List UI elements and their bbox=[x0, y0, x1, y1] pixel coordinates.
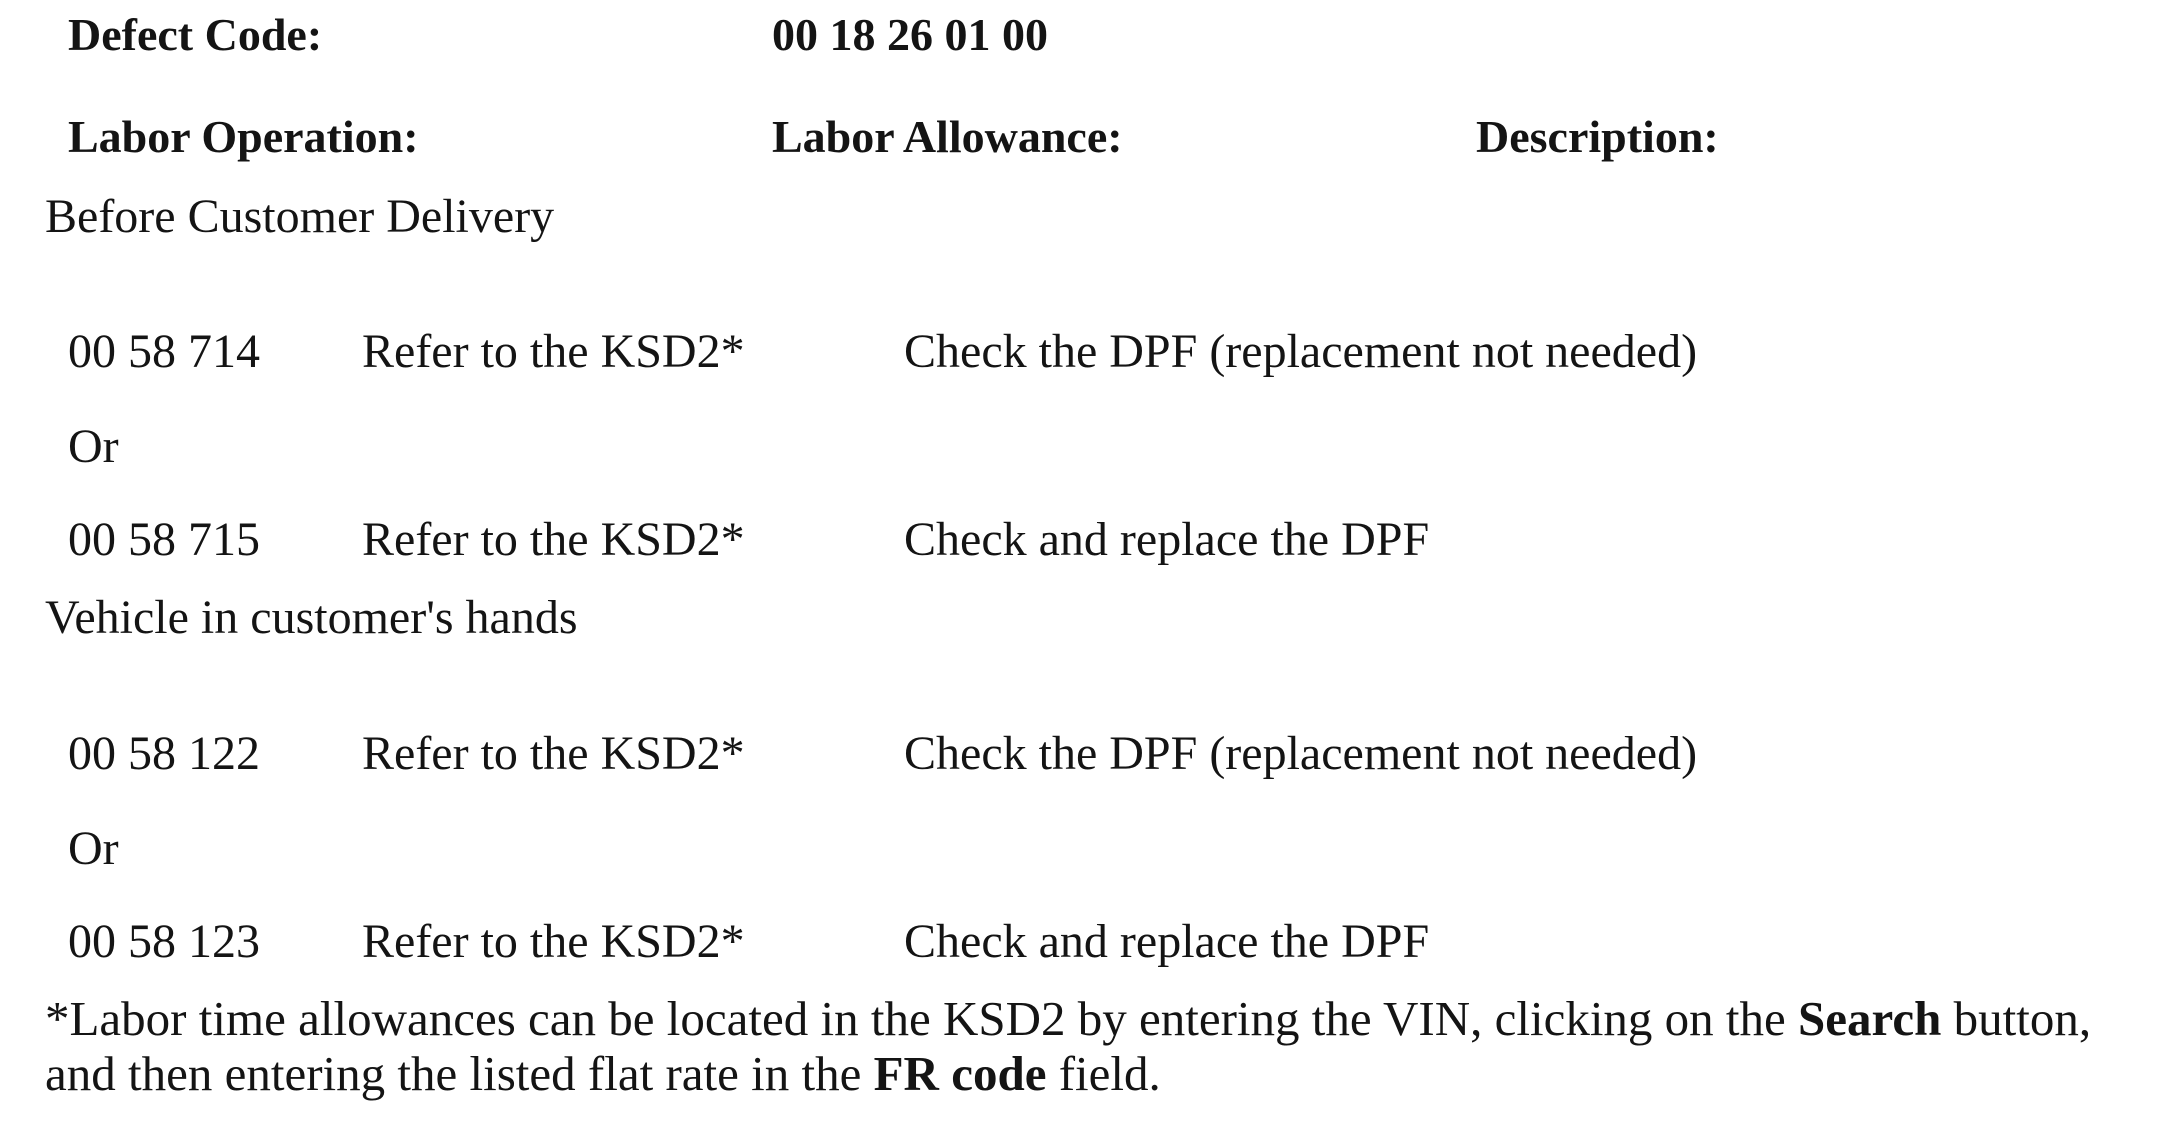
description-text: Check and replace the DPF bbox=[904, 513, 1430, 566]
footnote-text: field. bbox=[1046, 1046, 1161, 1101]
labor-operation-code: 00 58 714 bbox=[68, 325, 260, 378]
description-label: Description: bbox=[1476, 111, 1719, 162]
section-title-before-delivery: Before Customer Delivery bbox=[45, 190, 555, 243]
labor-allowance-text: Refer to the KSD2* bbox=[362, 325, 745, 378]
or-separator: Or bbox=[68, 420, 119, 473]
labor-operation-code: 00 58 715 bbox=[68, 513, 260, 566]
labor-allowance-text: Refer to the KSD2* bbox=[362, 513, 745, 566]
defect-code-label: Defect Code: bbox=[68, 9, 323, 60]
footnote-text: *Labor time allowances can be located in the KSD2 by entering the VIN, clicking on the bbox=[45, 991, 1799, 1046]
description-text: Check the DPF (replacement not needed) bbox=[904, 325, 1698, 378]
footnote-text: button, bbox=[1941, 991, 2092, 1046]
description-text: Check and replace the DPF bbox=[904, 915, 1430, 968]
or-separator: Or bbox=[68, 822, 119, 875]
description-text: Check the DPF (replacement not needed) bbox=[904, 727, 1698, 780]
section-title-customer-hands: Vehicle in customer's hands bbox=[45, 591, 578, 644]
labor-operation-label: Labor Operation: bbox=[68, 111, 419, 162]
footnote-line-1 bbox=[45, 991, 2092, 1046]
labor-allowance-text: Refer to the KSD2* bbox=[362, 727, 745, 780]
search-button-reference: Search bbox=[1798, 991, 1942, 1046]
labor-allowance-label: Labor Allowance: bbox=[772, 111, 1123, 162]
labor-operation-code: 00 58 123 bbox=[68, 915, 260, 968]
fr-code-field-reference: FR code bbox=[873, 1046, 1047, 1101]
labor-allowance-text: Refer to the KSD2* bbox=[362, 915, 745, 968]
labor-operation-code: 00 58 122 bbox=[68, 727, 260, 780]
defect-code-value: 00 18 26 01 00 bbox=[772, 9, 1048, 60]
footnote-line-2 bbox=[45, 1046, 1161, 1101]
footnote-text: and then entering the listed flat rate in the bbox=[45, 1046, 874, 1101]
